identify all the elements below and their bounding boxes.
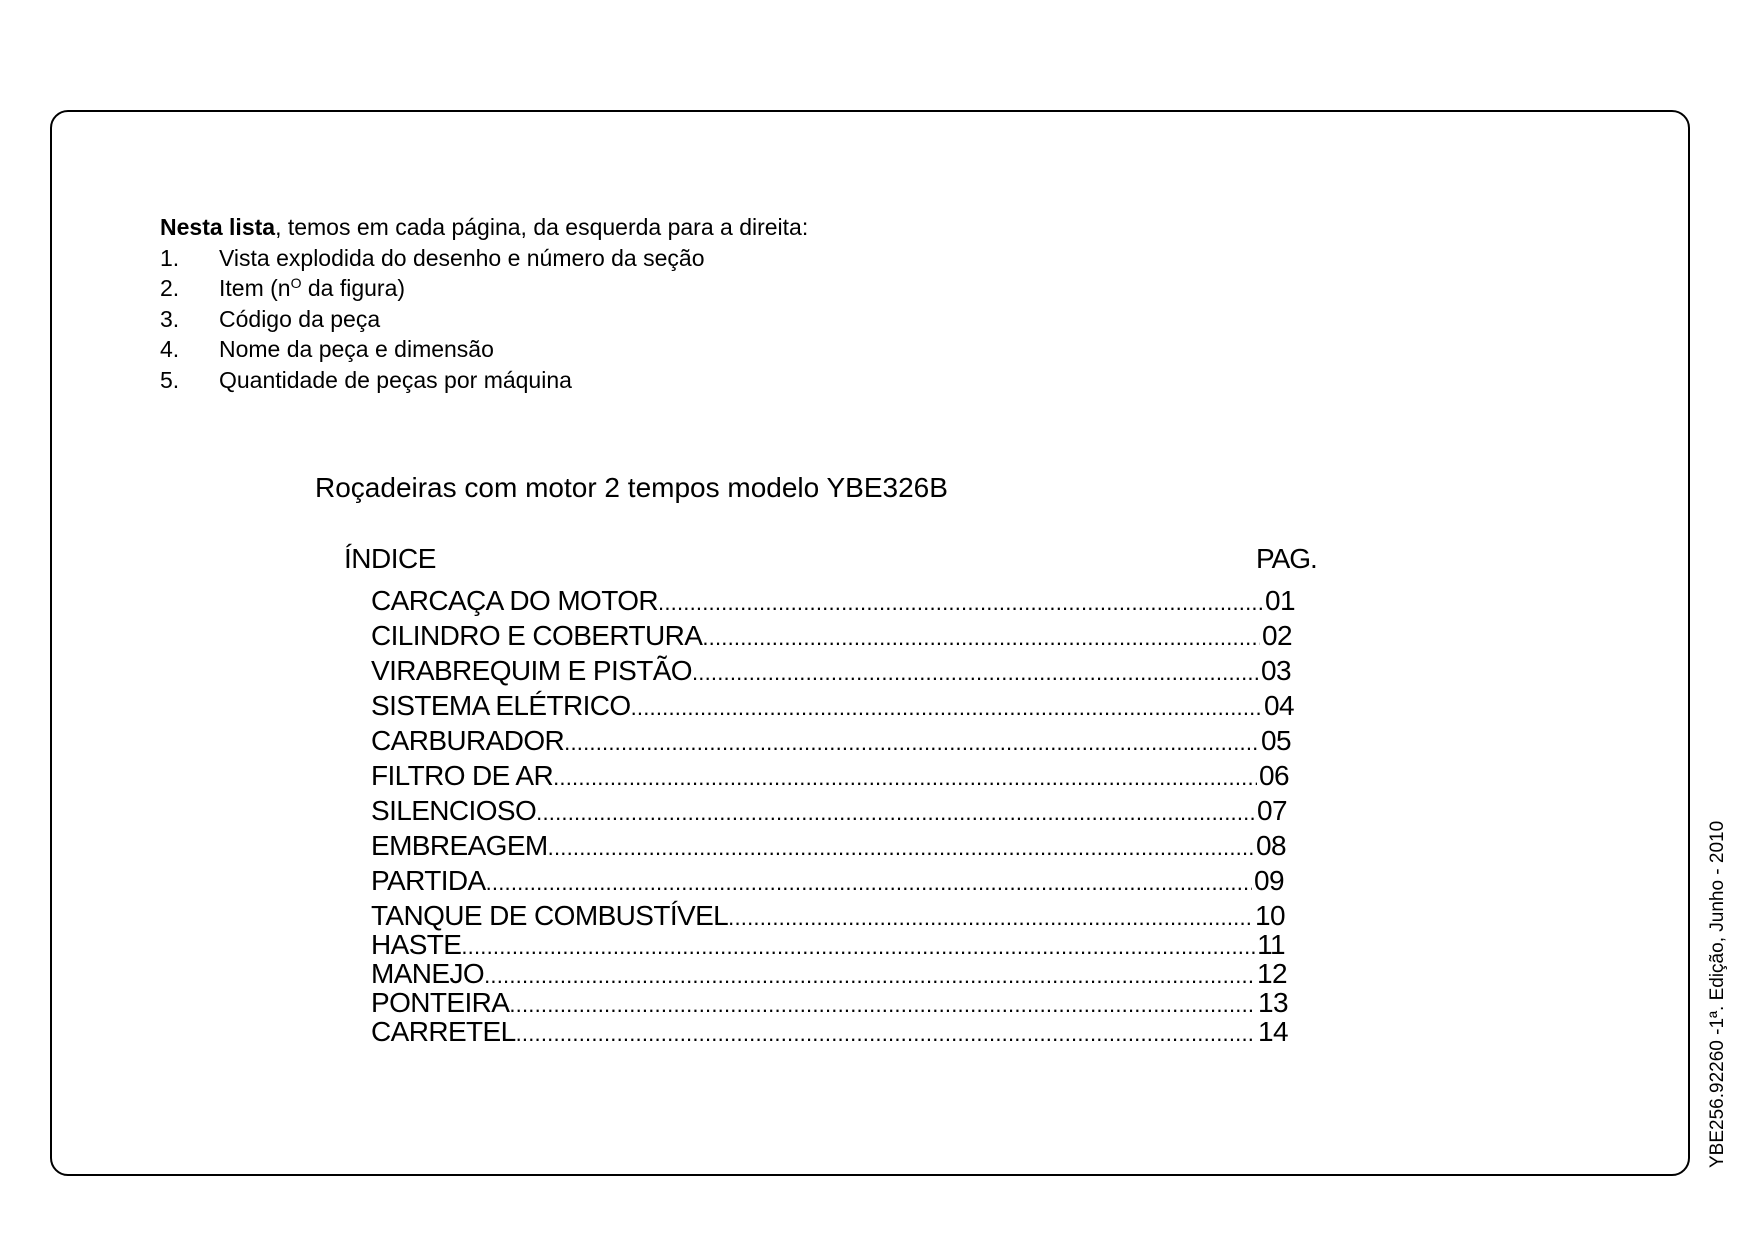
toc-entry <box>371 795 1287 827</box>
intro-item-text: Código da peça <box>219 305 381 332</box>
dot-leader <box>548 835 1254 861</box>
toc-entry-page: 08 <box>1256 830 1286 861</box>
toc-entry <box>371 865 1284 897</box>
page-column-heading: PAG. <box>1256 543 1317 574</box>
dot-leader <box>509 992 1256 1018</box>
toc-entry-label: CARBURADOR <box>371 725 565 756</box>
toc-entry-page: 04 <box>1264 690 1294 721</box>
toc-entry-page: 01 <box>1265 585 1295 616</box>
intro-item-number: 3. <box>160 305 180 332</box>
toc-entry-page: 13 <box>1258 987 1288 1018</box>
toc-entry-page: 05 <box>1261 725 1291 756</box>
index-heading: ÍNDICE <box>344 543 436 574</box>
toc-entry-page: 14 <box>1258 1016 1288 1047</box>
toc-entry-page: 11 <box>1257 929 1285 960</box>
toc-entry-page: 09 <box>1254 865 1284 896</box>
toc-entry <box>371 690 1294 722</box>
toc-entry-page: 06 <box>1259 760 1289 791</box>
dot-leader <box>484 963 1255 989</box>
toc-entry <box>371 987 1288 1019</box>
intro-item-text: Vista explodida do desenho e número da seção <box>219 244 705 271</box>
intro-item-text-part: da figura) <box>301 275 406 301</box>
intro-lead <box>160 212 808 243</box>
toc-entry-page: 03 <box>1261 655 1291 686</box>
dot-leader <box>536 800 1255 826</box>
toc-entry <box>371 1016 1288 1048</box>
toc-entry-page: 02 <box>1262 620 1292 651</box>
toc-entry-page: 07 <box>1257 795 1287 826</box>
dot-leader <box>516 1021 1256 1047</box>
toc-entry <box>371 929 1285 961</box>
toc-entry-label: TANQUE DE COMBUSTÍVEL <box>371 900 729 931</box>
toc-entry-label: PARTIDA <box>371 865 486 896</box>
intro-item-text <box>219 273 405 304</box>
toc-entry <box>371 958 1287 990</box>
intro-lead-text: , temos em cada página, da esquerda para a direita: <box>275 214 809 240</box>
toc-entry-label: HASTE <box>371 929 462 960</box>
intro-item-superscript: O <box>290 275 302 291</box>
intro-item-text: Quantidade de peças por máquina <box>219 366 572 393</box>
dot-leader <box>461 934 1255 960</box>
toc-entry-label: CARRETEL <box>371 1016 516 1047</box>
toc-entry-label: FILTRO DE AR <box>371 760 554 791</box>
edition-note: YBE256.92260 -1ª. Edição, Junho - 2010 <box>1707 820 1728 1168</box>
toc-entry-label: CARCAÇA DO MOTOR <box>371 585 659 616</box>
intro-item-number: 2. <box>160 275 180 301</box>
toc-entry <box>371 620 1292 652</box>
intro-block <box>160 212 808 395</box>
intro-item-text-part: Item (n <box>219 275 291 301</box>
intro-item <box>160 273 808 304</box>
intro-lead-bold: Nesta lista <box>160 214 276 240</box>
toc-entry-label: EMBREAGEM <box>371 830 548 861</box>
intro-item <box>160 365 808 396</box>
intro-item <box>160 334 808 365</box>
toc-entry-label: CILINDRO E COBERTURA <box>371 620 703 651</box>
dot-leader <box>631 695 1262 721</box>
dot-leader <box>486 870 1252 896</box>
dot-leader <box>702 625 1260 651</box>
toc-entry <box>371 725 1291 757</box>
toc-entry-label: SISTEMA ELÉTRICO <box>371 690 631 721</box>
toc-entry-label: MANEJO <box>371 958 485 989</box>
intro-item <box>160 243 808 274</box>
intro-item-text: Nome da peça e dimensão <box>219 336 494 362</box>
dot-leader <box>658 590 1263 616</box>
toc-entry <box>371 830 1286 862</box>
toc-entry-label: VIRABREQUIM E PISTÃO <box>371 655 692 686</box>
toc-entry <box>371 655 1291 687</box>
toc-entry-label: PONTEIRA <box>371 987 510 1018</box>
dot-leader <box>728 905 1253 931</box>
intro-item-number: 4. <box>160 336 180 362</box>
intro-item <box>160 304 808 335</box>
toc-entry <box>371 585 1295 617</box>
toc-entry-page: 10 <box>1255 900 1285 931</box>
toc-entry-page: 12 <box>1257 958 1287 989</box>
toc-entry <box>371 900 1285 932</box>
toc-entry <box>371 760 1289 792</box>
dot-leader <box>564 730 1259 756</box>
document-title: Roçadeiras com motor 2 tempos modelo YBE326B <box>315 472 948 503</box>
toc-entry-label: SILENCIOSO <box>371 795 537 826</box>
dot-leader <box>692 660 1259 686</box>
dot-leader <box>553 765 1257 791</box>
intro-item-number: 5. <box>160 366 180 393</box>
intro-item-number: 1. <box>160 244 180 271</box>
